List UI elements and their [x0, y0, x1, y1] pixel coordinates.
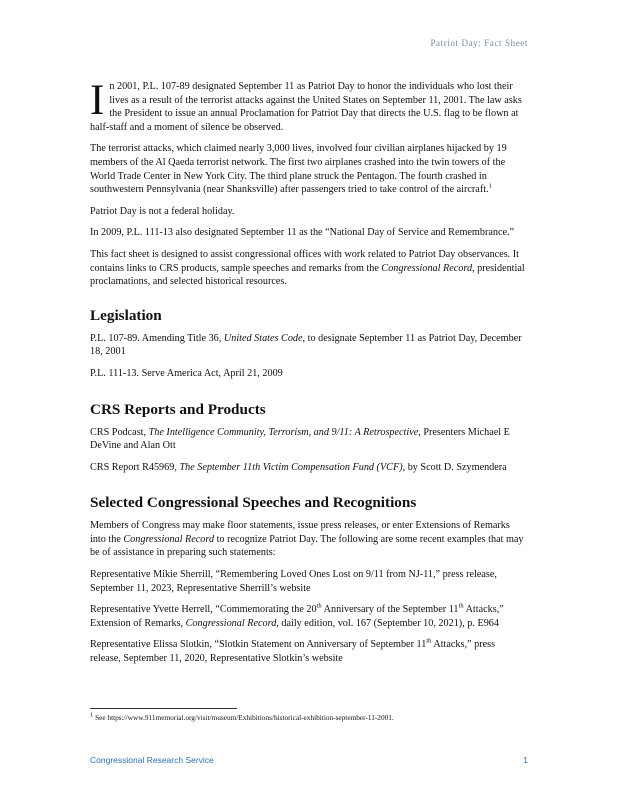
footnote-divider	[90, 708, 237, 709]
running-header-title: Patriot Day: Fact Sheet	[430, 38, 528, 48]
page-number: 1	[523, 755, 528, 765]
legislation-heading: Legislation	[90, 306, 162, 324]
legislation-item-1[interactable]: P.L. 107-89. Amending Title 36, United States Code, to designate September 11 as Patriot Day, December 18, 2001	[90, 332, 522, 358]
legislation-item-2[interactable]: P.L. 111-13. Serve America Act, April 21, 2009	[90, 367, 283, 379]
crs-item-2[interactable]: CRS Report R45969, The September 11th Victim Compensation Fund (VCF), by Scott D. Szymendera	[90, 461, 507, 473]
intro-paragraph-1: In 2001, P.L. 107-89 designated September 11 as Patriot Day to honor the individuals who lost their lives as a result of the terrorist attacks against the United States on September 11, 2001. The law asks the President to issue an annual Proclamation for Patriot Day that directs the U.S. flag to be flown at half-staff and a moment of silence be observed.	[90, 77, 522, 133]
footnote-text[interactable]: See https://www.911memorial.org/visit/museum/Exhibitions/historical-exhibition-september-11-2001.	[93, 713, 394, 722]
crs-heading: CRS Reports and Products	[90, 400, 266, 418]
footnote-ref[interactable]: 1	[488, 182, 492, 190]
intro-paragraph-5: This fact sheet is designed to assist congressional offices with work related to Patriot Day observances. It contains links to CRS products, sample speeches and remarks from the Congressional Record, presidential proclamations, and selected historical resources.	[90, 248, 525, 288]
speech-item-1[interactable]: Representative Mikie Sherrill, “Remembering Loved Ones Lost on 9/11 from NJ-11,” press release, September 11, 2023, Representative Sherrill’s website	[90, 569, 497, 594]
intro-paragraph-3: Patriot Day is not a federal holiday.	[90, 205, 235, 217]
crs-item-1[interactable]: CRS Podcast, The Intelligence Community, Terrorism, and 9/11: A Retrospective, Presenters Michael E DeVine and Alan Ott	[90, 426, 510, 452]
speeches-heading: Selected Congressional Speeches and Recognitions	[90, 494, 417, 512]
speeches-intro: Members of Congress may make floor statements, issue press releases, or enter Extensions of Remarks into the Congressional Record to recognize Patriot Day. The following are some recent examples that may be of assistance in preparing such statements:	[90, 520, 524, 559]
footer-organization: Congressional Research Service	[90, 755, 214, 765]
footnote-marker: 1	[90, 711, 94, 719]
drop-cap: I	[90, 77, 105, 124]
speech-item-2[interactable]: Representative Yvette Herrell, “Commemorating the 20th Anniversary of the September 11th Attacks,” Extension of Remarks, Congressional Record, daily edition, vol. 167 (September 10, 2021), p. E964	[90, 602, 504, 629]
main-content	[90, 77, 528, 674]
speech-item-3[interactable]: Representative Elissa Slotkin, “Slotkin Statement on Anniversary of September 11th Attacks,” press release, September 11, 2020, Representative Slotkin’s website	[90, 638, 496, 665]
intro-paragraph-2: The terrorist attacks, which claimed nearly 3,000 lives, involved four civilian airplanes hijacked by 19 members of the Al Qaeda terrorist network. The first two airplanes crashed into the twin towers of the World Trade Center in New York City. The third plane struck the Pentagon. The fourth crashed in southwestern Pennsylvania (near Shanksville) after passengers tried to take control of the aircraft.$^1$	[90, 143, 507, 196]
intro-paragraph-4: In 2009, P.L. 111-13 also designated September 11 as the “National Day of Service and Remembrance.”	[90, 227, 515, 239]
footnote	[90, 713, 394, 722]
